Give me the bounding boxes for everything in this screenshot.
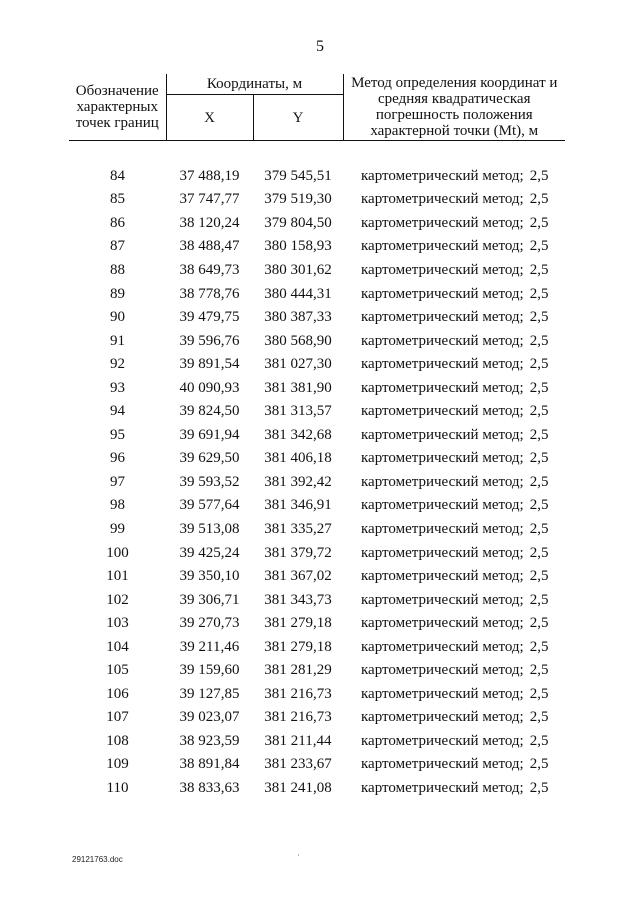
method-text: картометрический метод; — [361, 309, 524, 326]
method-text: картометрический метод; — [361, 379, 524, 396]
error-value: 2,5 — [529, 568, 549, 585]
cell-point-number: 99 — [110, 521, 125, 538]
method-text: картометрический метод; — [361, 521, 524, 538]
cell-x: 39 350,10 — [179, 568, 240, 585]
table-row — [69, 565, 565, 589]
method-text: картометрический метод; — [361, 238, 524, 255]
error-value: 2,5 — [529, 238, 549, 255]
cell-point-number: 90 — [110, 309, 125, 326]
cell-x: 37 488,19 — [179, 167, 240, 184]
cell-point-number: 94 — [110, 403, 125, 420]
table-row — [69, 376, 565, 400]
cell-method — [343, 212, 565, 236]
cell-y: 381 241,08 — [264, 780, 332, 797]
cell-point-number: 109 — [106, 756, 129, 773]
cell-point-number: 106 — [106, 685, 129, 702]
cell-y: 381 342,68 — [264, 426, 332, 443]
cell-method — [343, 306, 565, 330]
error-value: 2,5 — [529, 662, 549, 679]
cell-x: 39 629,50 — [179, 450, 240, 467]
cell-y: 381 346,91 — [264, 497, 332, 514]
error-value: 2,5 — [529, 450, 549, 467]
table-row — [69, 212, 565, 236]
cell-point-number: 93 — [110, 379, 125, 396]
cell-y: 380 444,31 — [264, 285, 332, 302]
table-row — [69, 282, 565, 306]
cell-method — [343, 400, 565, 424]
cell-y: 381 279,18 — [264, 638, 332, 655]
error-value: 2,5 — [529, 591, 549, 608]
cell-y: 379 804,50 — [264, 214, 332, 231]
header-coordinates: Координаты, м — [166, 74, 343, 95]
table-row — [69, 706, 565, 730]
cell-point-number: 85 — [110, 191, 125, 208]
cell-point-number: 86 — [110, 214, 125, 231]
cell-x: 39 023,07 — [179, 709, 240, 726]
cell-method — [343, 541, 565, 565]
cell-method — [343, 635, 565, 659]
method-text: картометрический метод; — [361, 262, 524, 278]
cell-y: 381 343,73 — [264, 591, 332, 608]
method-text: картометрический метод; — [361, 167, 524, 184]
cell-method — [343, 753, 565, 777]
cell-y: 381 335,27 — [264, 521, 332, 538]
cell-method — [343, 683, 565, 707]
error-value: 2,5 — [529, 379, 549, 396]
cell-y: 380 387,33 — [264, 309, 332, 326]
cell-y: 381 216,73 — [264, 709, 332, 726]
cell-x: 38 778,76 — [179, 285, 240, 302]
cell-method — [343, 259, 565, 283]
cell-point-number: 110 — [106, 780, 129, 797]
cell-method — [343, 235, 565, 259]
cell-point-number: 88 — [110, 262, 125, 278]
cell-x: 39 513,08 — [179, 521, 240, 538]
cell-method — [343, 447, 565, 471]
cell-y: 381 406,18 — [264, 450, 332, 467]
error-value: 2,5 — [529, 262, 549, 278]
table-row — [69, 447, 565, 471]
cell-point-number: 108 — [106, 732, 129, 749]
cell-method — [343, 165, 565, 189]
method-text: картометрический метод; — [361, 780, 524, 797]
method-text: картометрический метод; — [361, 685, 524, 702]
cell-y: 379 545,51 — [264, 167, 332, 184]
method-text: картометрический метод; — [361, 473, 524, 490]
coordinates-table — [69, 74, 565, 800]
cell-y: 381 392,42 — [264, 473, 332, 490]
method-text: картометрический метод; — [361, 450, 524, 467]
table-row — [69, 588, 565, 612]
cell-point-number: 102 — [106, 591, 129, 608]
error-value: 2,5 — [529, 615, 549, 632]
table-row — [69, 730, 565, 754]
error-value: 2,5 — [529, 403, 549, 420]
cell-point-number: 100 — [106, 544, 129, 561]
table-row — [69, 683, 565, 707]
cell-point-number: 96 — [110, 450, 125, 467]
footer-mark: · — [297, 851, 300, 860]
error-value: 2,5 — [529, 191, 549, 208]
cell-y: 381 381,90 — [264, 379, 332, 396]
footer-filename: 29121763.doc — [72, 855, 123, 864]
cell-x: 39 425,24 — [179, 544, 240, 561]
page-number: 5 — [316, 38, 324, 55]
cell-x: 38 120,24 — [179, 214, 240, 231]
cell-y: 381 027,30 — [264, 356, 332, 373]
table-row — [69, 188, 565, 212]
cell-x: 39 479,75 — [179, 309, 240, 326]
table-row — [69, 353, 565, 377]
cell-method — [343, 518, 565, 542]
cell-x: 40 090,93 — [179, 379, 240, 396]
cell-x: 39 577,64 — [179, 497, 240, 514]
cell-x: 39 159,60 — [179, 662, 240, 679]
error-value: 2,5 — [529, 473, 549, 490]
error-value: 2,5 — [529, 167, 549, 184]
cell-x: 39 270,73 — [179, 615, 240, 632]
cell-y: 381 379,72 — [264, 544, 332, 561]
table-row — [69, 635, 565, 659]
error-value: 2,5 — [529, 214, 549, 231]
cell-y: 379 519,30 — [264, 191, 332, 208]
table-row — [69, 329, 565, 353]
table-row — [69, 753, 565, 777]
table-row — [69, 259, 565, 283]
table-row — [69, 659, 565, 683]
cell-method — [343, 706, 565, 730]
header-y: Y — [253, 95, 343, 141]
cell-x: 39 691,94 — [179, 426, 240, 443]
method-text: картометрический метод; — [361, 356, 524, 373]
error-value: 2,5 — [529, 756, 549, 773]
cell-method — [343, 282, 565, 306]
cell-method — [343, 329, 565, 353]
cell-method — [343, 730, 565, 754]
header-x: X — [166, 95, 253, 141]
method-text: картометрический метод; — [361, 756, 524, 773]
method-text: картометрический метод; — [361, 544, 524, 561]
cell-x: 38 649,73 — [179, 262, 240, 278]
cell-point-number: 101 — [106, 568, 129, 585]
cell-x: 38 833,63 — [179, 780, 240, 797]
cell-x: 39 127,85 — [179, 685, 240, 702]
method-text: картометрический метод; — [361, 332, 524, 349]
cell-point-number: 107 — [106, 709, 129, 726]
cell-y: 381 313,57 — [264, 403, 332, 420]
table-header — [69, 74, 565, 141]
cell-y: 380 568,90 — [264, 332, 332, 349]
cell-method — [343, 353, 565, 377]
cell-method — [343, 376, 565, 400]
table-row — [69, 424, 565, 448]
method-text: картометрический метод; — [361, 568, 524, 585]
cell-point-number: 103 — [106, 615, 129, 632]
error-value: 2,5 — [529, 497, 549, 514]
method-text: картометрический метод; — [361, 732, 524, 749]
cell-point-number: 105 — [106, 662, 129, 679]
table-row — [69, 235, 565, 259]
cell-y: 380 301,62 — [264, 262, 332, 278]
table-row — [69, 612, 565, 636]
table-row — [69, 777, 565, 801]
method-text: картометрический метод; — [361, 285, 524, 302]
cell-method — [343, 588, 565, 612]
error-value: 2,5 — [529, 709, 549, 726]
cell-y: 381 211,44 — [264, 732, 332, 749]
error-value: 2,5 — [529, 638, 549, 655]
cell-x: 39 824,50 — [179, 403, 240, 420]
cell-point-number: 91 — [110, 332, 125, 349]
table-row — [69, 518, 565, 542]
cell-x: 39 593,52 — [179, 473, 240, 490]
cell-point-number: 87 — [110, 238, 125, 255]
cell-y: 381 367,02 — [264, 568, 332, 585]
method-text: картометрический метод; — [361, 662, 524, 679]
cell-method — [343, 471, 565, 495]
method-text: картометрический метод; — [361, 638, 524, 655]
cell-method — [343, 565, 565, 589]
error-value: 2,5 — [529, 780, 549, 797]
table-row — [69, 541, 565, 565]
method-text: картометрический метод; — [361, 709, 524, 726]
cell-x: 38 488,47 — [179, 238, 240, 255]
method-text: картометрический метод; — [361, 214, 524, 231]
cell-point-number: 92 — [110, 356, 125, 373]
cell-x: 39 211,46 — [179, 638, 240, 655]
table-row — [69, 471, 565, 495]
cell-y: 381 216,73 — [264, 685, 332, 702]
error-value: 2,5 — [529, 685, 549, 702]
cell-method — [343, 494, 565, 518]
method-text: картометрический метод; — [361, 497, 524, 514]
cell-y: 381 233,67 — [264, 756, 332, 773]
cell-point-number: 89 — [110, 285, 125, 302]
table-row — [69, 165, 565, 189]
cell-y: 381 279,18 — [264, 615, 332, 632]
cell-y: 381 281,29 — [264, 662, 332, 679]
error-value: 2,5 — [529, 521, 549, 538]
method-text: картометрический метод; — [361, 615, 524, 632]
method-text: картометрический метод; — [361, 403, 524, 420]
method-text: картометрический метод; — [361, 191, 524, 208]
cell-y: 380 158,93 — [264, 238, 332, 255]
cell-point-number: 98 — [110, 497, 125, 514]
error-value: 2,5 — [529, 732, 549, 749]
cell-x: 39 891,54 — [179, 356, 240, 373]
cell-x: 39 596,76 — [179, 332, 240, 349]
error-value: 2,5 — [529, 309, 549, 326]
cell-method — [343, 424, 565, 448]
cell-point-number: 84 — [110, 167, 125, 184]
cell-method — [343, 188, 565, 212]
cell-point-number: 95 — [110, 426, 125, 443]
table-row — [69, 306, 565, 330]
cell-point-number: 104 — [106, 638, 129, 655]
cell-point-number: 97 — [110, 473, 125, 490]
cell-x: 37 747,77 — [179, 191, 240, 208]
cell-method — [343, 659, 565, 683]
method-text: картометрический метод; — [361, 426, 524, 443]
method-text: картометрический метод; — [361, 591, 524, 608]
table-body — [69, 141, 565, 801]
error-value: 2,5 — [529, 356, 549, 373]
header-method: Метод определения координат и средняя квадратическая погрешность положения характерной точки (Mt), м — [343, 74, 565, 141]
cell-x: 38 923,59 — [179, 732, 240, 749]
cell-x: 38 891,84 — [179, 756, 240, 773]
header-point: Обозначение характерных точек границ — [69, 74, 166, 141]
cell-method — [343, 612, 565, 636]
cell-method — [343, 777, 565, 801]
error-value: 2,5 — [529, 426, 549, 443]
table-row — [69, 400, 565, 424]
cell-x: 39 306,71 — [179, 591, 240, 608]
error-value: 2,5 — [529, 544, 549, 561]
table-row — [69, 494, 565, 518]
error-value: 2,5 — [529, 332, 549, 349]
error-value: 2,5 — [529, 285, 549, 302]
